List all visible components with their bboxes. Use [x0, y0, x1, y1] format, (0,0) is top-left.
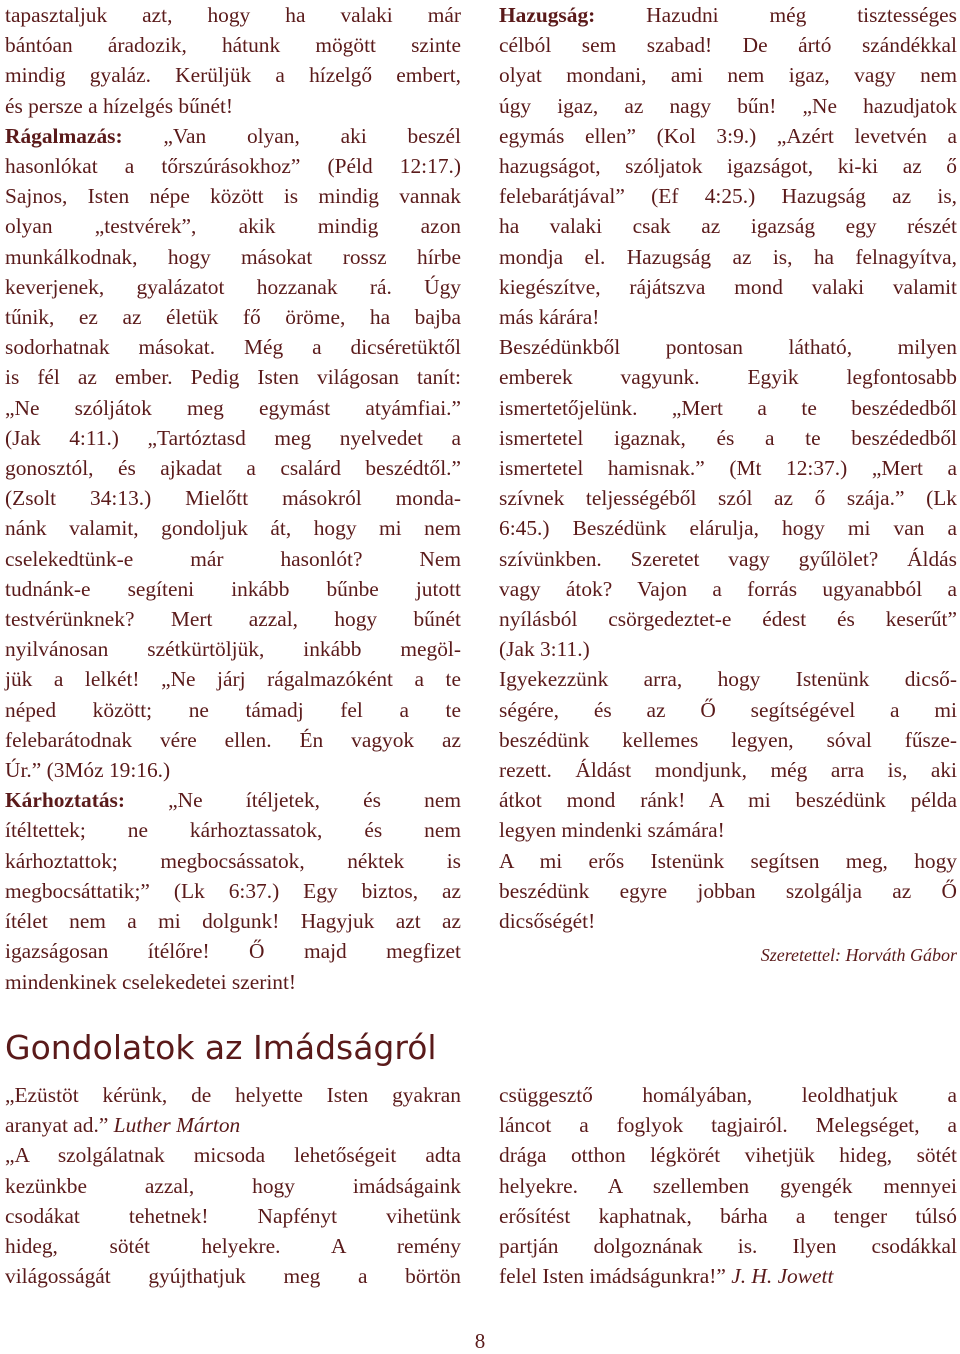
line-text: megbocsáttatik;” (Lk 6:37.) Egy biztos, az [5, 878, 461, 903]
text-line [499, 574, 957, 604]
text-line [499, 151, 957, 181]
text-line [499, 664, 957, 694]
line-text: „A szolgálatnak micsoda lehetőségeit adta [5, 1143, 461, 1168]
line-text: ítéltettek; ne kárhoztassatok, és nem [5, 818, 461, 843]
line-text: felebarátjával” (Ef 4:25.) Hazugság az is, [499, 184, 957, 209]
text-line [5, 513, 461, 543]
line-text: ségére, és az Ő segítségével a mi [499, 697, 957, 722]
line-text: cselekedtünk-e már hasonlót? Nem [5, 546, 461, 571]
line-text: kárhoztattok; megbocsássatok, néktek is [5, 848, 461, 873]
line-text: szívnek teljességéből szól az ő szája.” (Lk [499, 486, 957, 511]
line-text: tűnik, ez az életük fő öröme, ha bajba [5, 305, 461, 330]
line-text: ítélet nem a mi dolgunk! Hagyjuk azt az [5, 909, 461, 934]
line-text: drága otthon légkörét vihetjük hideg, sötét [499, 1143, 957, 1168]
line-text: Sajnos, Isten népe között is mindig vannak [5, 184, 461, 209]
text-line [5, 30, 461, 60]
line-text: egymás ellen” (Kol 3:9.) „Azért levetvén a [499, 123, 957, 148]
text-line [499, 60, 957, 90]
right-column-lower [499, 1080, 957, 1291]
line-text: hazugságot, szóljatok igazságot, ki-ki az ő [499, 154, 957, 179]
text-line [499, 332, 957, 362]
line-text: mindenkinek cselekedetei szerint! [5, 969, 297, 994]
line-text: hasonlókat a tőrszúrásokhoz” (Péld 12:17.) [5, 154, 461, 179]
line-text: más kárára! [499, 305, 600, 330]
text-line [499, 906, 957, 936]
line-text: hideg, sötét helyekre. A remény [5, 1234, 461, 1259]
line-text: felel Isten imádságunkra!” [499, 1264, 732, 1289]
text-line [5, 181, 461, 211]
text-line [499, 846, 957, 876]
line-text: (Jak 3:11.) [499, 637, 590, 662]
text-line [5, 1110, 461, 1140]
text-line [5, 725, 461, 755]
text-line [499, 1140, 957, 1170]
text-line [499, 604, 957, 634]
line-text: úgy igaz, az nagy bűn! „Ne hazudjatok [499, 93, 957, 118]
line-text: bántóan áradozik, hátunk mögött szinte [5, 33, 461, 58]
line-text: testvérünknek? Mert azzal, hogy bűnét [5, 607, 461, 632]
text-line [499, 876, 957, 906]
line-text: ismertetőjelünk. „Mert a te beszédedből [499, 395, 957, 420]
line-text: beszédünk egyre jobban szolgálja az Ő [499, 878, 957, 903]
text-line [499, 1171, 957, 1201]
line-text: Úr.” (3Móz 19:16.) [5, 758, 171, 783]
text-line [499, 453, 957, 483]
text-line [499, 725, 957, 755]
line-text: munkálkodnak, hogy másokat rossz hírbe [5, 244, 461, 269]
line-text: „Ezüstöt kérünk, de helyette Isten gyakran [5, 1083, 461, 1107]
line-text: „Van olyan, aki beszél [122, 123, 461, 148]
line-text: tapasztaljuk azt, hogy ha valaki már [5, 3, 461, 27]
text-line [5, 936, 461, 966]
line-text: szívünkben. Szeretet vagy gyűlölet? Áldás [499, 546, 957, 571]
line-text: keverjenek, gyalázatot hozzanak rá. Úgy [5, 274, 461, 299]
line-text: A mi erős Istenünk segítsen meg, hogy [499, 848, 957, 873]
line-text: (Zsolt 34:13.) Mielőtt másokról monda- [5, 486, 461, 511]
text-line [5, 544, 461, 574]
text-line [499, 0, 957, 30]
text-line [5, 1201, 461, 1231]
line-text: ismertetel igaznak, és a te beszédedből [499, 425, 957, 450]
line-text: tudnánk-e segíteni inkább bűnbe jutott [5, 576, 461, 601]
line-text: igazságosan ítélőre! Ő majd megfizet [5, 939, 461, 964]
text-line [5, 272, 461, 302]
text-line [499, 1080, 957, 1110]
line-text: rezett. Áldást mondjunk, még arra is, aki [499, 758, 957, 783]
text-line [5, 0, 461, 30]
topic-keyword: Kárhoztatás: [5, 788, 125, 813]
text-line [5, 1140, 461, 1170]
text-line [499, 272, 957, 302]
line-text: „Ne ítéljetek, és nem [125, 788, 461, 813]
left-column-lower [5, 1080, 461, 1291]
text-line [5, 60, 461, 90]
line-text: Beszédünkből pontosan látható, milyen [499, 335, 957, 360]
line-text: csüggesztő homályában, leoldhatjuk a [499, 1083, 957, 1107]
text-line [499, 815, 957, 845]
text-line [5, 151, 461, 181]
line-text: világosságát gyújthatjuk meg a börtön [5, 1264, 461, 1289]
line-text: Hazudni még tisztességes [595, 3, 957, 27]
quote-author: Luther Márton [113, 1113, 241, 1138]
line-text: dicsőségét! [499, 909, 596, 934]
text-line [499, 1201, 957, 1231]
text-line [499, 634, 957, 664]
line-text: felebarátodnak vére ellen. Én vagyok az [5, 727, 461, 752]
text-line [5, 1080, 461, 1110]
line-text: nyílásból csörgedeztet-e édest és keserűt” [499, 607, 957, 632]
text-line [499, 544, 957, 574]
page-number: 8 [474, 1329, 486, 1353]
text-line [499, 393, 957, 423]
line-text: partján dolgoznának is. Ilyen csodákkal [499, 1234, 957, 1259]
text-line [5, 785, 461, 815]
line-text: 6:45.) Beszédünk elárulja, hogy mi van a [499, 516, 957, 541]
text-line [5, 755, 461, 785]
line-text: helyekre. A szellemben gyengék mennyei [499, 1173, 957, 1198]
text-line [499, 91, 957, 121]
text-line [5, 846, 461, 876]
text-line [5, 876, 461, 906]
line-text: is fél az ember. Pedig Isten világosan tanít: [5, 365, 461, 390]
line-text: néped között; ne támadj fel a te [5, 697, 461, 722]
text-line [5, 664, 461, 694]
text-line [499, 362, 957, 392]
line-text: célból sem szabad! De ártó szándékkal [499, 33, 957, 58]
text-line [499, 242, 957, 272]
line-text: nyilvánosan szétkürtöljük, inkább megöl- [5, 637, 461, 662]
text-line [5, 121, 461, 151]
text-line [5, 634, 461, 664]
line-text: jük a lelkét! „Ne járj rágalmazóként a te [5, 667, 461, 692]
text-line [499, 1110, 957, 1140]
text-line [499, 785, 957, 815]
text-line [5, 423, 461, 453]
text-line [5, 695, 461, 725]
line-text: aranyat ad.” [5, 1113, 114, 1138]
right-column-upper [499, 0, 957, 968]
line-text: gonosztól, és ajkadat a csalárd beszédtől.” [5, 456, 461, 481]
text-line [499, 513, 957, 543]
section-title: Gondolatok az Imádságról [5, 1028, 437, 1067]
text-line [499, 1231, 957, 1261]
line-text: kiegészítve, rájátszva mond valaki valamit [499, 274, 957, 299]
text-line [5, 483, 461, 513]
left-column-upper [5, 0, 461, 997]
topic-keyword: Rágalmazás: [5, 123, 123, 148]
topic-keyword: Hazugság: [499, 3, 596, 27]
line-text: legyen mindenki számára! [499, 818, 725, 843]
line-text: ismertetel hamisnak.” (Mt 12:37.) „Mert a [499, 456, 957, 481]
text-line [5, 302, 461, 332]
line-text: emberek vagyunk. Egyik legfontosabb [499, 365, 957, 390]
line-text: erősítést kaphatnak, bárha a tenger túlsó [499, 1203, 957, 1228]
text-line [5, 242, 461, 272]
text-line [5, 453, 461, 483]
text-line [499, 483, 957, 513]
text-line [5, 1171, 461, 1201]
text-line [5, 815, 461, 845]
text-line [499, 181, 957, 211]
text-line [499, 755, 957, 785]
text-line [5, 967, 461, 997]
text-line [499, 695, 957, 725]
text-line [5, 91, 461, 121]
text-line [499, 1261, 957, 1291]
text-line [499, 211, 957, 241]
line-text: és persze a hízelgés bűnét! [5, 93, 234, 118]
text-line [5, 906, 461, 936]
text-line [499, 423, 957, 453]
line-text: kezünkbe azzal, hogy imádságaink [5, 1173, 461, 1198]
line-text: „Ne szóljátok meg egymást atyámfiai.” [5, 395, 461, 420]
text-line [5, 574, 461, 604]
line-text: átkot mond ránk! A mi beszédünk példa [499, 788, 957, 813]
line-text: (Jak 4:11.) „Tartóztasd meg nyelvedet a [5, 425, 461, 450]
line-text: mindig gyaláz. Kerüljük a hízelgő embert, [5, 63, 461, 88]
text-line [5, 332, 461, 362]
text-line [5, 211, 461, 241]
right-column-text [499, 0, 957, 936]
text-line [5, 604, 461, 634]
line-text: ha valaki csak az igazság egy részét [499, 214, 957, 239]
line-text: nánk valamit, gondoljuk át, hogy mi nem [5, 516, 461, 541]
text-line [5, 393, 461, 423]
text-line [5, 1261, 461, 1291]
text-line [5, 362, 461, 392]
text-line [499, 121, 957, 151]
quote-author: J. H. Jowett [731, 1264, 834, 1289]
line-text: láncot a foglyok tagjairól. Melegséget, a [499, 1113, 957, 1138]
line-text: beszédünk kellemes legyen, sóval fűsze- [499, 727, 957, 752]
line-text: olyan „testvérek”, akik mindig azon [5, 214, 461, 239]
line-text: olyat mondani, ami nem igaz, vagy nem [499, 63, 957, 88]
line-text: Igyekezzünk arra, hogy Istenünk dicső- [499, 667, 957, 692]
text-line [5, 1231, 461, 1261]
line-text: csodákat tehetnek! Napfényt vihetünk [5, 1203, 461, 1228]
signature: Szeretettel: Horváth Gábor [760, 945, 957, 966]
text-line [499, 30, 957, 60]
line-text: vagy átok? Vajon a forrás ugyanabból a [499, 576, 957, 601]
line-text: sodorhatnak másokat. Még a dicséretüktől [5, 335, 461, 360]
line-text: mondja el. Hazugság az is, ha felnagyítva, [499, 244, 957, 269]
text-line [499, 302, 957, 332]
